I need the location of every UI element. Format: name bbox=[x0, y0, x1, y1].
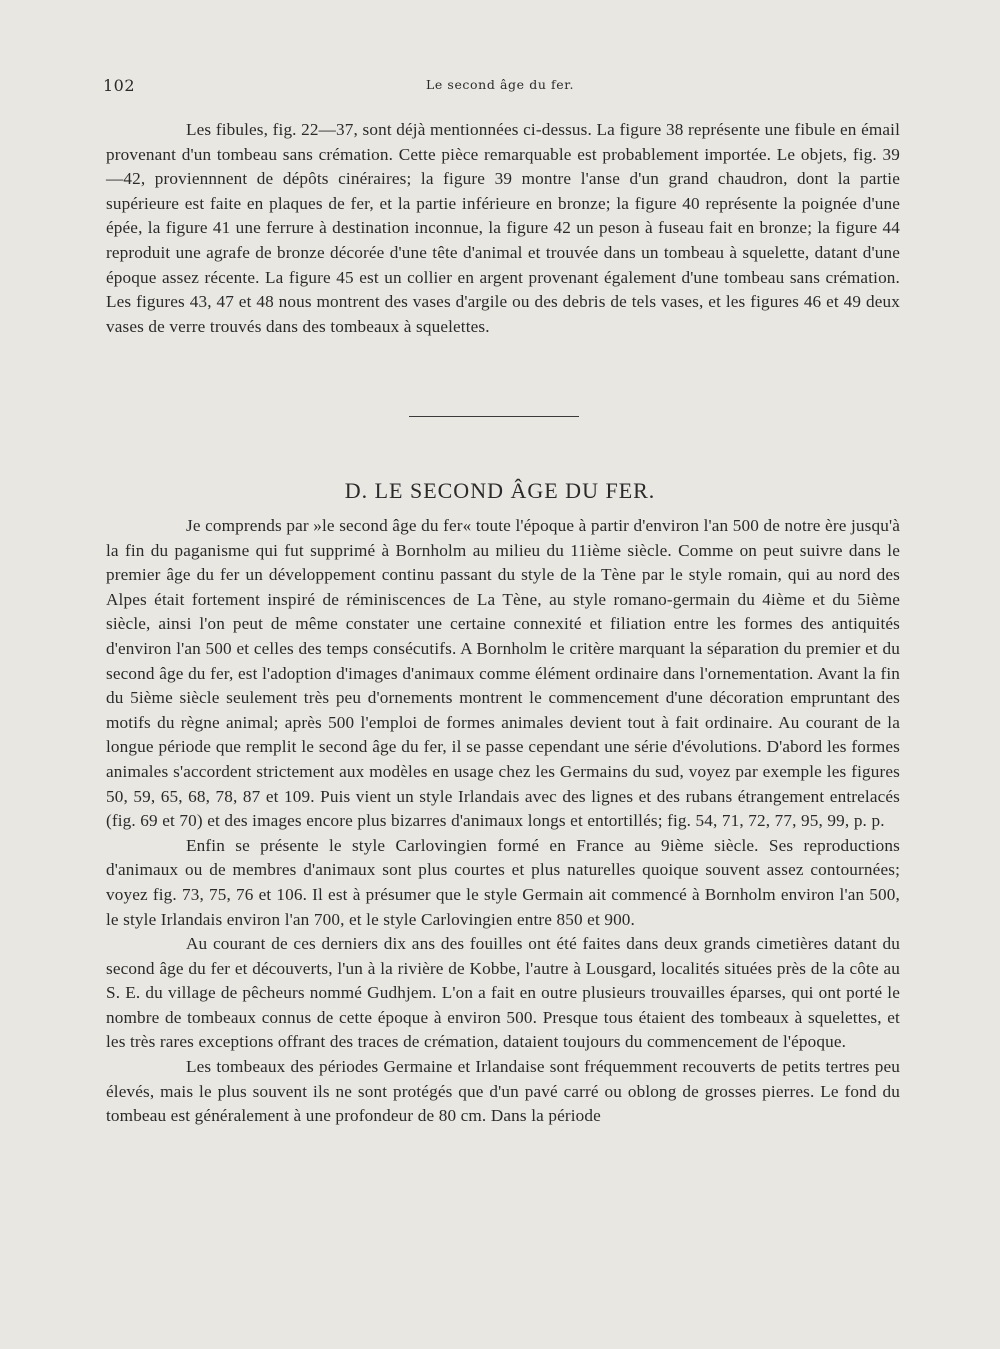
paragraph: Les tombeaux des périodes Germaine et Irlandaise sont fréquemment recouverts de petits tertres peu élevés, mais le plus souvent ils ne sont protégés que d'un pavé carré ou oblong de grosses pierres. Le fond du tombeau est généralement à une profondeur de 80 cm. Dans la période bbox=[106, 1057, 900, 1126]
page-number: 102 bbox=[103, 76, 136, 95]
section-divider bbox=[409, 416, 579, 417]
paragraph: Au courant de ces derniers dix ans des fouilles ont été faites dans deux grands cimetières datant du second âge du fer et découverts, l'un à la rivière de Kobbe, l'autre à Lousgard, localités situées près de la côte au S. E. du village de pêcheurs nommé Gudhjem. L'on a fait en outre plusieurs trouvailles éparses, qui ont porté le nombre de tombeaux connus de cette époque à environ 500. Presque tous étaient des tombeaux à squelettes, et les très rares exceptions offrant des traces de crémation, dataient toujours du commencement de l'époque. bbox=[106, 934, 900, 1052]
paragraph: Je comprends par »le second âge du fer« toute l'époque à partir d'environ l'an 500 de notre ère jusqu'à la fin du paganisme qui fut supprimé à Bornholm au milieu du 11ième siècle. Comme on peut suivre dans le premier âge du fer un développement continu passant du style de la Tène par le style romain, qui au nord des Alpes était fortement inspiré de réminiscences de La Tène, au style romano-germain du 4ième et du 5ième siècle, ainsi l'on peut de même constater une certaine connexité et filiation entre les formes des antiquités d'environ l'an 500 et celles des temps consécutifs. A Bornholm le critère marquant la séparation du premier et du second âge du fer, est l'adoption d'images d'animaux comme élément ordinaire dans l'ornementation. Avant la fin du 5ième siècle seulement très peu d'ornements montrent le commencement d'une décoration empruntant des motifs du règne animal; après 500 l'emploi de formes animales devient tout à fait ordinaire. Au courant de la longue période que remplit le second âge du fer, il se passe cependant une série d'évolutions. D'abord les formes animales s'accordent strictement aux modèles en usage chez les Germains du sud, voyez par exemple les figures 50, 59, 65, 68, 78, 87 et 109. Puis vient un style Irlandais avec des lignes et des rubans étrangement entrelacés (fig. 69 et 70) et des images encore plus bizarres d'animaux longs et entortillés; fig. 54, 71, 72, 77, 95, 99, p. p. bbox=[106, 516, 900, 831]
intro-text-block bbox=[106, 118, 900, 339]
paragraph: Les fibules, fig. 22—37, sont déjà mentionnées ci-dessus. La figure 38 représente une fibule en émail provenant d'un tombeau sans crémation. Cette pièce remarquable est probablement importée. Le objets, fig. 39—42, proviennnent de dépôts cinéraires; la figure 39 montre l'anse d'un grand chaudron, dont la partie supérieure est faite en plaques de fer, et la partie inférieure en bronze; la figure 40 représente la poignée d'une épée, la figure 41 une ferrure à destination inconnue, la figure 42 un peson à fuseau fait en bronze; la figure 44 reproduit une agrafe de bronze décorée d'une tête d'animal et trouvée dans un tombeau à squelette, datant d'une époque assez récente. La figure 45 est un collier en argent provenant également d'une tombeau sans crémation. Les figures 43, 47 et 48 nous montrent des vases d'argile ou des debris de tels vases, et les figures 46 et 49 deux vases de verre trouvés dans des tombeaux à squelettes. bbox=[106, 120, 900, 336]
paragraph: Enfin se présente le style Carlovingien formé en France au 9ième siècle. Ses reproductions d'animaux ou de membres d'animaux sont plus courtes et plus naturelles quoique souvent assez contournées; voyez fig. 73, 75, 76 et 106. Il est à présumer que le style Germain ait commencé à Bornholm environ l'an 500, le style Irlandais environ l'an 700, et le style Carlovingien entre 850 et 900. bbox=[106, 835, 900, 929]
section-heading: D. LE SECOND ÂGE DU FER. bbox=[344, 478, 656, 503]
running-title: Le second âge du fer. bbox=[425, 77, 575, 92]
section-text-block bbox=[106, 514, 900, 1129]
